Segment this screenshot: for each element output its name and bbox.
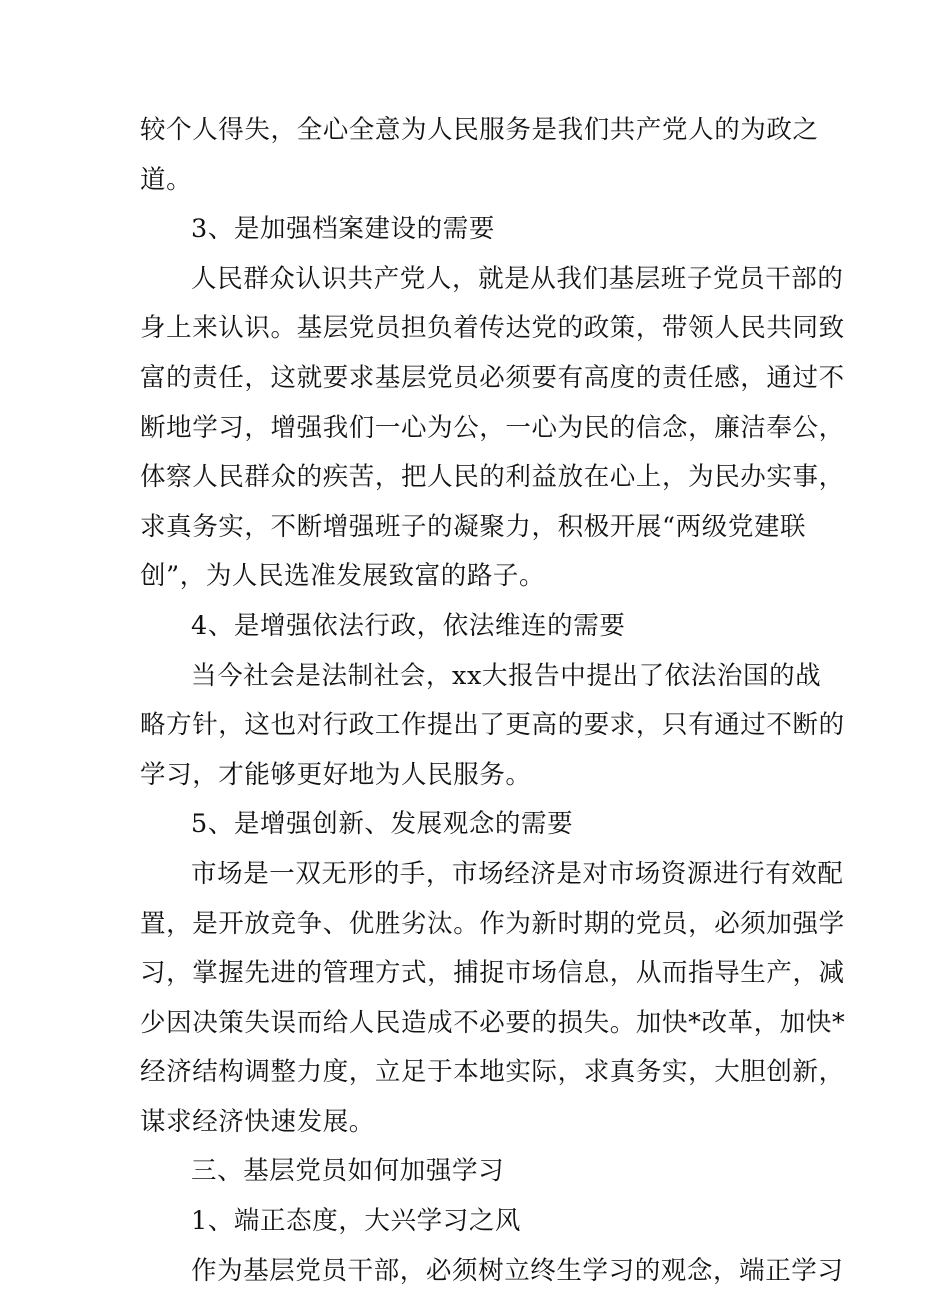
text-line: 断地学习，增强我们一心为公，一心为民的信念，廉洁奉公，	[140, 412, 845, 443]
text-line: 谋求经济快速发展。	[140, 1106, 375, 1137]
text-line: 富的责任，这就要求基层党员必须要有高度的责任感，通过不	[140, 362, 845, 393]
text-line: 置，是开放竞争、优胜劣汰。作为新时期的党员，必须加强学	[140, 908, 845, 939]
text-line: 较个人得失，全心全意为人民服务是我们共产党人的为政之	[140, 115, 819, 145]
text-line: 当今社会是法制社会，xx大报告中提出了依法治国的战	[191, 660, 822, 691]
section-heading: 4、是增强依法行政，依法维连的需要	[191, 610, 626, 641]
text-line: 体察人民群众的疾苦，把人民的利益放在心上，为民办实事，	[140, 462, 845, 493]
section-heading: 5、是增强创新、发展观念的需要	[191, 809, 574, 840]
section-heading: 三、基层党员如何加强学习	[191, 1156, 505, 1187]
text-line: 人民群众认识共产党人，就是从我们基层班子党员干部的	[191, 263, 844, 294]
text-line: 经济结构调整力度，立足于本地实际，求真务实，大胆创新，	[140, 1057, 845, 1088]
text-line: 略方针，这也对行政工作提出了更高的要求，只有通过不断的	[140, 710, 845, 741]
text-line: 学习，才能够更好地为人民服务。	[140, 759, 532, 790]
text-line: 道。	[140, 164, 193, 195]
text-line: 习，掌握先进的管理方式，捕捉市场信息，从而指导生产，减	[140, 958, 845, 989]
section-heading: 3、是加强档案建设的需要	[191, 214, 495, 245]
subsection-heading: 1、端正态度，大兴学习之风	[191, 1206, 522, 1237]
text-line: 市场是一双无形的手，市场经济是对市场资源进行有效配	[191, 858, 844, 889]
text-line: 创”，为人民选准发展致富的路子。	[140, 561, 546, 592]
text-line: 作为基层党员干部，必须树立终生学习的观念，端正学习	[191, 1255, 844, 1286]
text-line: 身上来认识。基层党员担负着传达党的政策，带领人民共同致	[140, 313, 845, 344]
text-line: 求真务实，不断增强班子的凝聚力，积极开展“两级党建联	[140, 511, 807, 542]
text-line: 少因决策失误而给人民造成不必要的损失。加快*改革，加快*	[140, 1007, 846, 1038]
document-body	[140, 106, 846, 1296]
